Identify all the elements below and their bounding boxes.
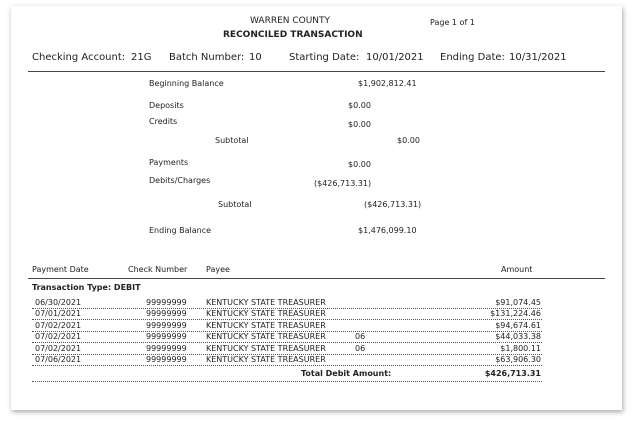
row-payment-date: 07/02/2021 [35,320,82,330]
column-header-check-number: Check Number [128,265,188,274]
report-page [11,6,622,410]
row-amount: $94,674.61 [495,320,541,330]
row-extra-code: 06 [355,343,366,353]
row-check-number: 99999999 [146,343,187,353]
total-underline [32,381,542,382]
ending-date-label: Ending Date: [440,52,505,63]
row-amount: $44,033.38 [495,332,541,342]
row-payee: KENTUCKY STATE TREASURER [206,343,326,353]
column-header-amount: Amount [501,265,533,274]
row-check-number: 99999999 [146,298,187,307]
subtotal-1-value: $0.00 [397,136,420,145]
beginning-balance-value: $1,902,812.41 [358,79,417,88]
row-payee: KENTUCKY STATE TREASURER [206,355,326,364]
total-debit-value: $426,713.31 [484,369,541,378]
table-header-divider [28,278,605,279]
deposits-value: $0.00 [348,101,371,110]
row-payee: KENTUCKY STATE TREASURER [206,309,326,319]
starting-date-value: 10/01/2021 [366,52,424,63]
subtotal-2-value: ($426,713.31) [364,200,422,209]
page-info: Page 1 of 1 [430,18,475,27]
credits-value: $0.00 [348,120,371,129]
ending-balance-label: Ending Balance [149,226,212,235]
row-check-number: 99999999 [146,309,187,319]
row-amount: $91,074.45 [495,298,541,307]
total-debit-label: Total Debit Amount: [301,369,392,378]
checking-account-value: 21G [131,52,152,63]
row-check-number: 99999999 [146,332,187,342]
starting-date-label: Starting Date: [289,52,360,63]
ending-date-value: 10/31/2021 [509,52,567,63]
payments-label: Payments [149,158,189,167]
column-header-payment-date: Payment Date [32,265,89,274]
row-amount: $63,906.30 [495,355,541,364]
debits-charges-label: Debits/Charges [149,176,211,185]
county-name: WARREN COUNTY [250,16,331,26]
deposits-label: Deposits [149,101,184,110]
row-divider [32,365,542,366]
row-payee: KENTUCKY STATE TREASURER [206,332,326,342]
checking-account-label: Checking Account: [32,52,126,63]
header-divider [28,71,605,72]
batch-number-label: Batch Number: [169,52,245,63]
report-title: RECONCILED TRANSACTION [223,30,363,40]
transaction-type: Transaction Type: DEBIT [32,283,141,292]
row-payment-date: 07/06/2021 [35,355,82,364]
beginning-balance-label: Beginning Balance [149,79,224,88]
row-payment-date: 07/02/2021 [35,343,82,353]
subtotal-1-label: Subtotal [215,136,249,145]
debits-charges-value: ($426,713.31) [314,179,372,188]
ending-balance-value: $1,476,099.10 [358,226,417,235]
row-payee: KENTUCKY STATE TREASURER [206,298,326,307]
payments-value: $0.00 [348,160,371,169]
batch-number-value: 10 [249,52,262,63]
row-extra-code: 06 [355,332,366,342]
credits-label: Credits [149,117,178,126]
row-amount: $1,800.11 [500,343,541,353]
row-payment-date: 06/30/2021 [35,298,82,307]
row-payment-date: 07/01/2021 [35,309,82,319]
subtotal-2-label: Subtotal [218,200,252,209]
row-amount: $131,224.46 [490,309,541,319]
column-header-payee: Payee [206,265,230,274]
row-payee: KENTUCKY STATE TREASURER [206,320,326,330]
row-check-number: 99999999 [146,355,187,364]
row-payment-date: 07/02/2021 [35,332,82,342]
row-check-number: 99999999 [146,320,187,330]
